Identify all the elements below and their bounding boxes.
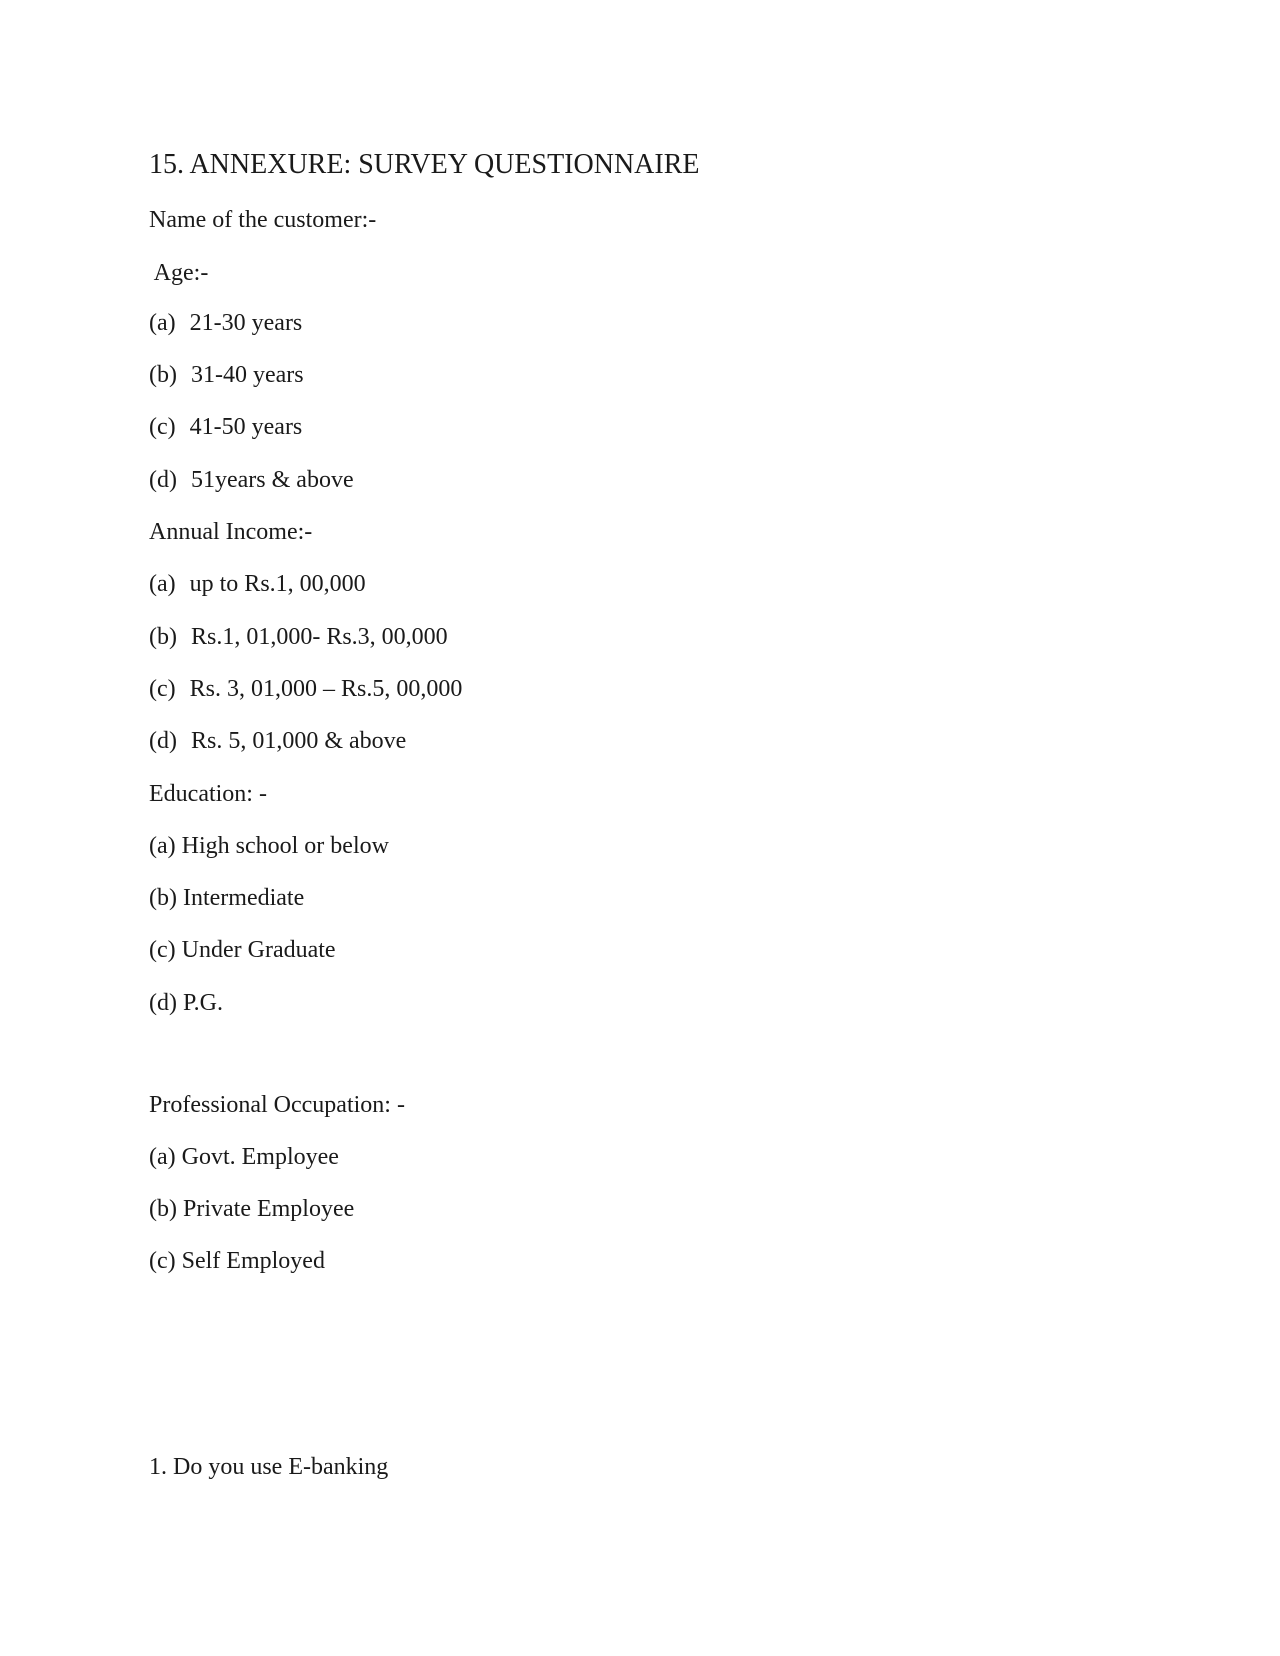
option-text: 21-30 years <box>189 310 303 336</box>
question-1: 1. Do you use E-banking <box>149 1454 389 1480</box>
education-option-c: (c) Under Graduate <box>149 937 336 963</box>
income-option-a <box>149 569 366 599</box>
option-marker: (a) <box>149 571 176 597</box>
option-text: Rs.1, 01,000- Rs.3, 00,000 <box>190 624 448 650</box>
education-option-d: (d) P.G. <box>149 990 224 1016</box>
option-marker: (d) <box>149 467 177 493</box>
page-heading: 15. ANNEXURE: SURVEY QUESTIONNAIRE <box>149 149 700 180</box>
occupation-option-a: (a) Govt. Employee <box>149 1144 339 1170</box>
occupation-label: Professional Occupation: - <box>149 1092 405 1118</box>
option-text: up to Rs.1, 00,000 <box>189 571 366 597</box>
age-label: Age:- <box>149 260 209 286</box>
option-text: 51years & above <box>190 467 354 493</box>
education-label: Education: - <box>149 781 267 807</box>
option-text: Rs. 5, 01,000 & above <box>190 728 407 754</box>
option-text: 41-50 years <box>189 414 303 440</box>
option-marker: (c) <box>149 676 176 702</box>
occupation-option-b: (b) Private Employee <box>149 1196 355 1222</box>
age-option-d <box>149 465 354 495</box>
option-marker: (c) <box>149 414 176 440</box>
option-marker: (d) <box>149 728 177 754</box>
income-option-d <box>149 726 406 756</box>
income-option-b <box>149 622 448 652</box>
income-label: Annual Income:- <box>149 519 313 545</box>
customer-name-label: Name of the customer:- <box>149 207 377 233</box>
occupation-option-c: (c) Self Employed <box>149 1248 325 1274</box>
education-option-b: (b) Intermediate <box>149 885 305 911</box>
option-marker: (b) <box>149 624 177 650</box>
education-option-a: (a) High school or below <box>149 833 389 859</box>
option-text: 31-40 years <box>190 362 304 388</box>
age-option-c <box>149 412 302 442</box>
age-option-a <box>149 308 302 338</box>
income-option-c <box>149 674 462 704</box>
age-option-b <box>149 360 304 390</box>
option-text: Rs. 3, 01,000 – Rs.5, 00,000 <box>189 676 463 702</box>
option-marker: (a) <box>149 310 176 336</box>
option-marker: (b) <box>149 362 177 388</box>
